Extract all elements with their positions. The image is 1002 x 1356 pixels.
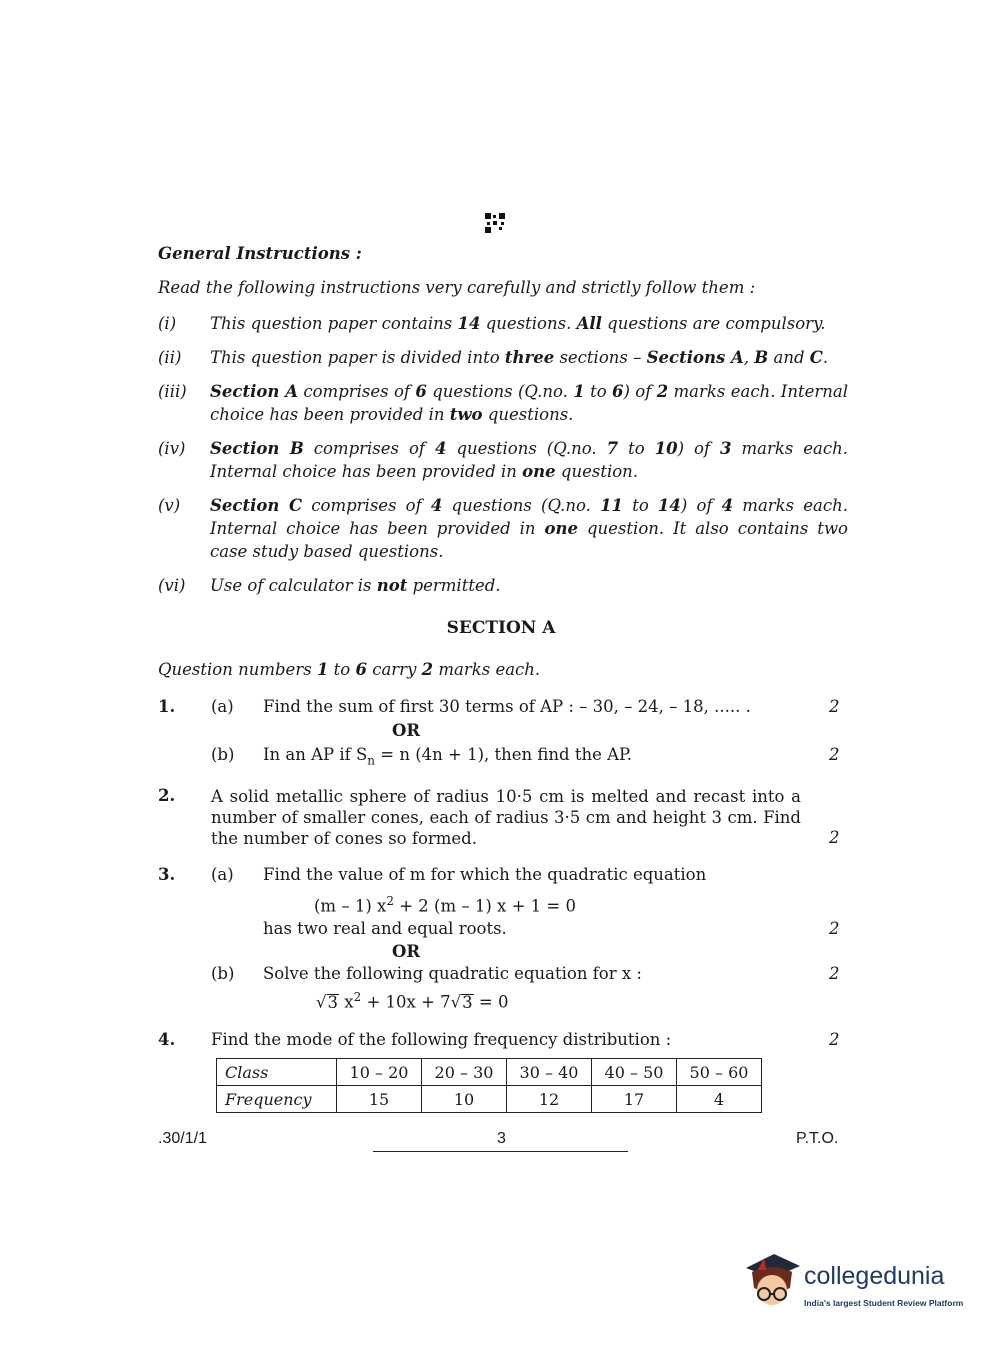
- marks: 2: [829, 964, 840, 983]
- instruction-item: (v) Section C comprises of 4 questions (Q.no. 11 to 14) of 4 marks each. Internal choice has been provided in one question. It also contains two case study based questions.: [158, 496, 849, 561]
- question-number: 2.: [158, 786, 176, 805]
- instruction-item: (ii) This question paper is divided into three sections – Sections A, B and C.: [158, 348, 829, 367]
- marks: 2: [829, 919, 840, 938]
- mascot-icon: [742, 1248, 802, 1318]
- collegedunia-logo: [742, 1248, 972, 1318]
- table-cell: 20 – 30: [422, 1059, 507, 1086]
- instruction-item: (i) This question paper contains 14 questions. All questions are compulsory.: [158, 314, 826, 333]
- marks: 2: [829, 1030, 840, 1049]
- section-note: Question numbers 1 to 6 carry 2 marks each.: [158, 660, 541, 679]
- paper-code: .30/1/1: [158, 1130, 207, 1147]
- page-number: 3: [497, 1130, 506, 1147]
- instructions-heading: General Instructions :: [158, 244, 362, 263]
- part-label: (b): [211, 964, 235, 983]
- table-cell: Frequency: [217, 1086, 337, 1113]
- table-cell: 10 – 20: [337, 1059, 422, 1086]
- marks: 2: [829, 828, 840, 847]
- or-separator: OR: [392, 721, 421, 740]
- question-text: A solid metallic sphere of radius 10·5 cm is melted and recast into a number of smaller cones, each of radius 3·5 cm and height 3 cm. Find the number of cones so formed.: [211, 787, 801, 848]
- question-number: 4.: [158, 1030, 176, 1049]
- question-text: In an AP if $S_n = n$ (4n + 1), then find the AP.: [263, 745, 633, 768]
- question-text: Find the mode of the following frequency distribution :: [211, 1030, 672, 1049]
- table-cell: 40 – 50: [592, 1059, 677, 1086]
- table-cell: 50 – 60: [677, 1059, 762, 1086]
- instruction-item: (iii) Section A comprises of 6 questions (Q.no. 1 to 6) of 2 marks each. Internal choice has been provided in two questions.: [158, 382, 848, 424]
- footer-rule: [373, 1151, 628, 1152]
- table-cell: Class: [217, 1059, 337, 1086]
- or-separator: OR: [392, 942, 421, 961]
- table-cell: 12: [507, 1086, 592, 1113]
- pto-label: P.T.O.: [796, 1130, 839, 1147]
- table-row: [217, 1086, 762, 1113]
- part-label: (a): [211, 697, 234, 716]
- section-title: SECTION A: [446, 618, 556, 638]
- frequency-table: [216, 1058, 762, 1113]
- question-text: has two real and equal roots.: [263, 919, 507, 938]
- logo-tagline: India's largest Student Review Platform: [804, 1298, 964, 1308]
- instruction-item: (iv) Section B comprises of 4 questions (Q.no. 7 to 10) of 3 marks each. Internal choice has been provided in one question.: [158, 439, 849, 481]
- table-row: [217, 1059, 762, 1086]
- table-cell: 17: [592, 1086, 677, 1113]
- marks: 2: [829, 697, 840, 716]
- instructions-intro: Read the following instructions very carefully and strictly follow them :: [158, 278, 756, 297]
- instruction-item: (vi) Use of calculator is not permitted.: [158, 576, 501, 595]
- table-cell: 30 – 40: [507, 1059, 592, 1086]
- table-cell: 15: [337, 1086, 422, 1113]
- marks: 2: [829, 745, 840, 764]
- part-label: (b): [211, 745, 235, 764]
- part-label: (a): [211, 865, 234, 884]
- logo-name: collegedunia: [804, 1262, 945, 1290]
- equation: (m – 1) $x^2 + 2$ (m – 1) x + 1 = 0: [314, 894, 576, 916]
- question-text: Find the value of m for which the quadratic equation: [263, 865, 707, 884]
- qr-code: [484, 212, 506, 234]
- table-cell: 10: [422, 1086, 507, 1113]
- question-text: Find the sum of first 30 terms of AP : – 30, – 24, – 18, ..... .: [263, 697, 751, 716]
- question-number: 3.: [158, 865, 176, 884]
- question-text: Solve the following quadratic equation for x :: [263, 964, 642, 983]
- equation: √3 $x^2 + 10x + 7√3 = 0$: [316, 990, 509, 1012]
- question-number: 1.: [158, 697, 176, 716]
- table-cell: 4: [677, 1086, 762, 1113]
